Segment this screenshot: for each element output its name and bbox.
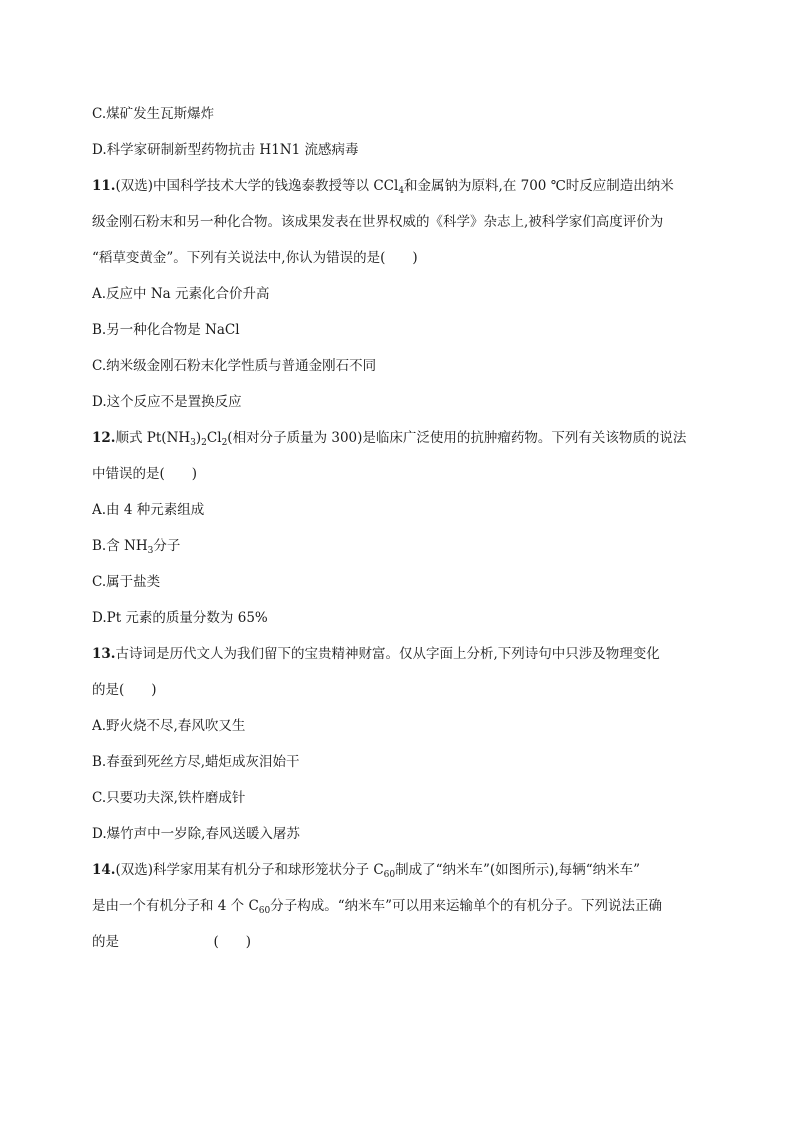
q13-stem-line2-text: 的是( ) bbox=[92, 682, 157, 698]
q13-option-a bbox=[92, 717, 712, 735]
q12-option-b-rest: 分子 bbox=[153, 538, 181, 554]
q13-number: 13. bbox=[92, 646, 116, 662]
q12-stem-line2 bbox=[92, 465, 712, 483]
q12-subscript-2: 2 bbox=[201, 438, 207, 447]
q12-option-d bbox=[92, 609, 712, 627]
q11-option-d bbox=[92, 393, 712, 411]
q11-option-b bbox=[92, 321, 712, 339]
q12-formula-part2: ) bbox=[195, 430, 202, 446]
q10-option-c bbox=[92, 105, 712, 123]
q11-option-c-text: C.纳米级金刚石粉末化学性质与普通金刚石不同 bbox=[92, 358, 377, 374]
q14-stem-line2-text: 是由一个有机分子和 4 个 C bbox=[92, 898, 259, 914]
q11-subscript: 4 bbox=[398, 186, 405, 195]
q10-option-d-text: D.科学家研制新型药物抗击 H1N1 流感病毒 bbox=[92, 142, 359, 158]
q12-number: 12. bbox=[92, 430, 116, 446]
q13-option-b bbox=[92, 753, 712, 771]
q14-stem-line2 bbox=[92, 897, 712, 915]
q13-option-d bbox=[92, 825, 712, 843]
q11-stem-line3-text: “稻草变黄金”。下列有关说法中,你认为错误的是( ) bbox=[92, 250, 418, 266]
q11-stem-text: (双选)中国科学技术大学的钱逸泰教授等以 CCl bbox=[115, 178, 399, 194]
q13-stem-line2 bbox=[92, 681, 712, 699]
q11-option-d-text: D.这个反应不是置换反应 bbox=[92, 394, 242, 410]
q12-option-b-text: B.含 NH bbox=[92, 538, 148, 554]
q14-stem-line3 bbox=[92, 933, 712, 951]
q13-stem-line1 bbox=[92, 645, 712, 663]
q13-option-b-text: B.春蚕到死丝方尽,蜡炬成灰泪始干 bbox=[92, 754, 300, 770]
q12-option-a bbox=[92, 501, 712, 519]
q11-option-c bbox=[92, 357, 712, 375]
q12-option-c-text: C.属于盐类 bbox=[92, 574, 161, 590]
q12-option-c bbox=[92, 573, 712, 591]
q14-stem-line1 bbox=[92, 861, 712, 879]
q11-option-b-text: B.另一种化合物是 NaCl bbox=[92, 322, 240, 338]
q12-formula-part1: 顺式 Pt(NH bbox=[115, 430, 191, 446]
q14-stem-text: (双选)科学家用某有机分子和球形笼状分子 C bbox=[115, 862, 384, 878]
q13-option-d-text: D.爆竹声中一岁除,春风送暖入屠苏 bbox=[92, 826, 300, 842]
q12-option-d-text: D.Pt 元素的质量分数为 65% bbox=[92, 610, 268, 626]
q11-stem-line2-text: 级金刚石粉末和另一种化合物。该成果发表在世界权威的《科学》杂志上,被科学家们高度评价为 bbox=[92, 214, 664, 230]
q14-stem-line2-rest: 分子构成。“纳米车”可以用来运输单个的有机分子。下列说法正确 bbox=[270, 898, 663, 914]
q12-subscript-1: 3 bbox=[190, 438, 196, 447]
q14-subscript-1: 60 bbox=[383, 870, 396, 879]
q14-stem-line3-text: 的是 ( ) bbox=[92, 934, 252, 950]
q11-number: 11. bbox=[92, 178, 116, 194]
q12-stem-line1 bbox=[92, 429, 712, 447]
q12-option-a-text: A.由 4 种元素组成 bbox=[92, 502, 205, 518]
q12-stem-line2-text: 中错误的是( ) bbox=[92, 466, 198, 482]
q13-option-c bbox=[92, 789, 712, 807]
q13-stem-text: 古诗词是历代文人为我们留下的宝贵精神财富。仅从字面上分析,下列诗句中只涉及物理变化 bbox=[115, 646, 660, 662]
q12-subscript-3: 2 bbox=[221, 438, 228, 447]
q11-stem-rest: 和金属钠为原料,在 700 ℃时反应制造出纳米 bbox=[404, 178, 674, 194]
q11-stem-line1 bbox=[92, 177, 712, 195]
q10-option-c-text: C.煤矿发生瓦斯爆炸 bbox=[92, 106, 215, 122]
q12-formula-part3: Cl bbox=[206, 430, 222, 446]
q11-stem-line2 bbox=[92, 213, 712, 231]
q12-option-b-subscript: 3 bbox=[147, 546, 154, 555]
q13-option-c-text: C.只要功夫深,铁杵磨成针 bbox=[92, 790, 246, 806]
q11-option-a bbox=[92, 285, 712, 303]
q10-option-d bbox=[92, 141, 712, 159]
q13-option-a-text: A.野火烧不尽,春风吹又生 bbox=[92, 718, 246, 734]
q12-stem-rest: (相对分子质量为 300)是临床广泛使用的抗肿瘤药物。下列有关该物质的说法 bbox=[227, 430, 687, 446]
q12-option-b bbox=[92, 537, 712, 555]
q14-number: 14. bbox=[92, 862, 116, 878]
q14-subscript-2: 60 bbox=[258, 906, 271, 915]
q11-option-a-text: A.反应中 Na 元素化合价升高 bbox=[92, 286, 270, 302]
q14-stem-rest: 制成了“纳米车”(如图所示),每辆“纳米车” bbox=[395, 862, 641, 878]
q11-stem-line3 bbox=[92, 249, 712, 267]
